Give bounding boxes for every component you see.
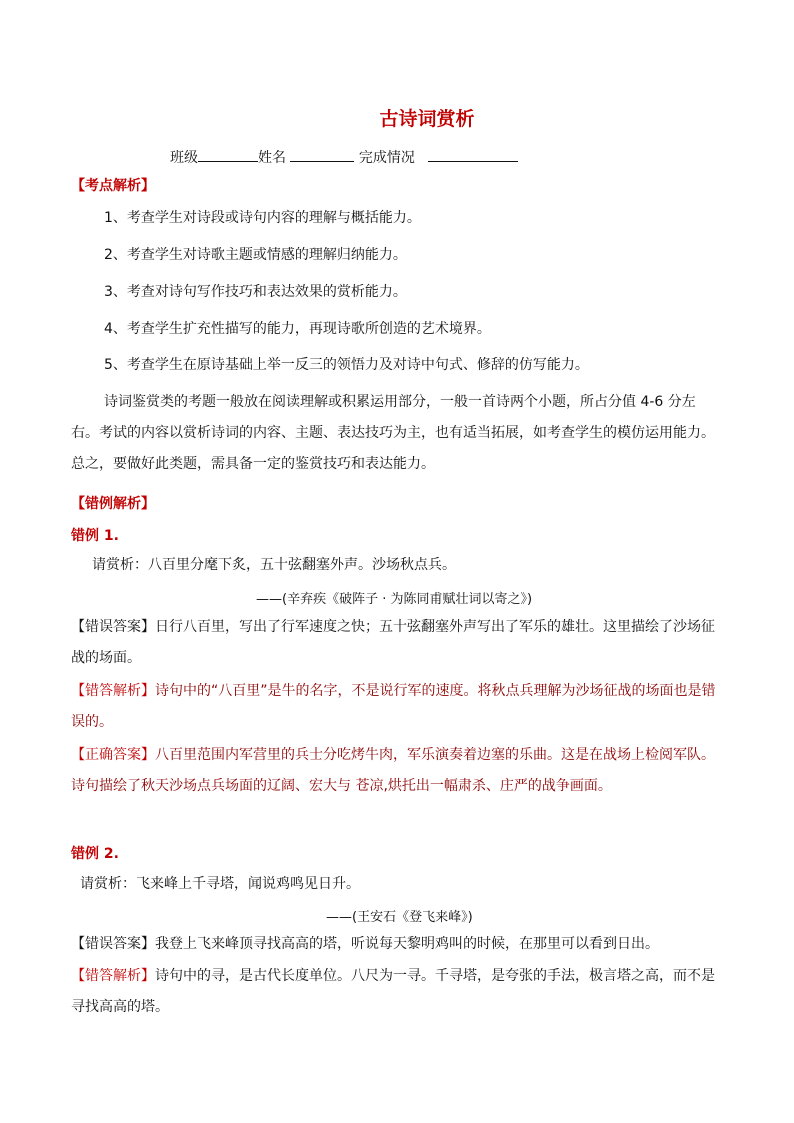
wrong-answer-text: 日行八百里，写出了行军速度之快；五十弦翻塞外声写出了军乐的雄壮。这里描绘了沙场征战的场面。: [71, 619, 715, 666]
analysis-tag: 【错答解析】: [71, 968, 155, 984]
wrong-answer-tag: 【错误答案】: [71, 619, 155, 635]
correct-answer-text: 八百里范围内军营里的兵士分吃烤牛肉，军乐演奏着边塞的乐曲。这是在战场上检阅军队。诗句描绘了秋天沙场点兵场面的辽阔、宏大与 苍凉,烘托出一幅肃杀、庄严的战争画面。: [71, 747, 715, 794]
example-1-label: 错例 1.: [71, 528, 119, 544]
analysis-text: 诗句中的“八百里”是牛的名字，不是说行军的速度。将秋点兵理解为沙场征战的场面也是错误的。: [71, 683, 716, 730]
status-blank[interactable]: [428, 146, 518, 162]
example-2-wrong-answer: [71, 929, 723, 960]
analysis-tag: 【错答解析】: [71, 683, 155, 699]
name-label: 姓名: [258, 150, 286, 166]
key-point-item: 5、考查学生在原诗基础上举一反三的领悟力及对诗中句式、修辞的仿写能力。: [104, 357, 589, 373]
student-info-line: [170, 146, 518, 167]
correct-answer-tag: 【正确答案】: [71, 747, 155, 763]
example-2-label: 错例 2.: [71, 846, 119, 862]
example-1-wrong-answer: [71, 612, 723, 674]
key-point-item: 4、考查学生扩充性描写的能力，再现诗歌所创造的艺术境界。: [104, 321, 491, 337]
example-1-question: 请赏析：八百里分麾下炙，五十弦翻塞外声。沙场秋点兵。: [92, 557, 456, 573]
class-blank[interactable]: [198, 146, 258, 162]
key-point-item: 3、考查对诗句写作技巧和表达效果的赏析能力。: [104, 284, 407, 300]
class-label: 班级: [170, 150, 198, 166]
document-title: 古诗词赏析: [379, 108, 475, 130]
status-label: 完成情况: [358, 150, 415, 166]
key-point-item: 2、考查学生对诗歌主题或情感的理解归纳能力。: [104, 247, 407, 263]
analysis-text: 诗句中的寻，是古代长度单位。八尺为一寻。千寻塔，是夸张的手法，极言塔之高，而不是寻找高高的塔。: [71, 968, 715, 1015]
example-1-correct-answer: [71, 740, 723, 802]
example-1-source: ——(辛弃疾《破阵子 · 为陈同甫赋壮词以寄之》): [256, 592, 533, 607]
example-2-source: ——(王安石《登飞来峰》): [326, 910, 473, 925]
section-heading-key-points: 【考点解析】: [71, 178, 155, 194]
section-heading-error-examples: 【错例解析】: [71, 496, 155, 512]
example-2-question: 请赏析：飞来峰上千寻塔，闻说鸡鸣见日升。: [80, 876, 360, 892]
wrong-answer-tag: 【错误答案】: [71, 936, 155, 952]
name-blank[interactable]: [290, 146, 354, 162]
example-1-analysis: [71, 676, 723, 738]
wrong-answer-text: 我登上飞来峰顶寻找高高的塔，听说每天黎明鸡叫的时候，在那里可以看到日出。: [155, 936, 659, 952]
example-2-analysis: [71, 961, 723, 1023]
key-point-item: 1、考查学生对诗段或诗句内容的理解与概括能力。: [104, 210, 421, 226]
overview-paragraph: 诗词鉴赏类的考题一般放在阅读理解或积累运用部分，一般一首诗两个小题，所占分值 4-6 分左右。考试的内容以赏析诗词的内容、主题、表达技巧为主，也有适当拓展，如考查学生的模仿运用能力。总之，要做好此类题，需具备一定的鉴赏技巧和表达能力。: [71, 394, 715, 472]
